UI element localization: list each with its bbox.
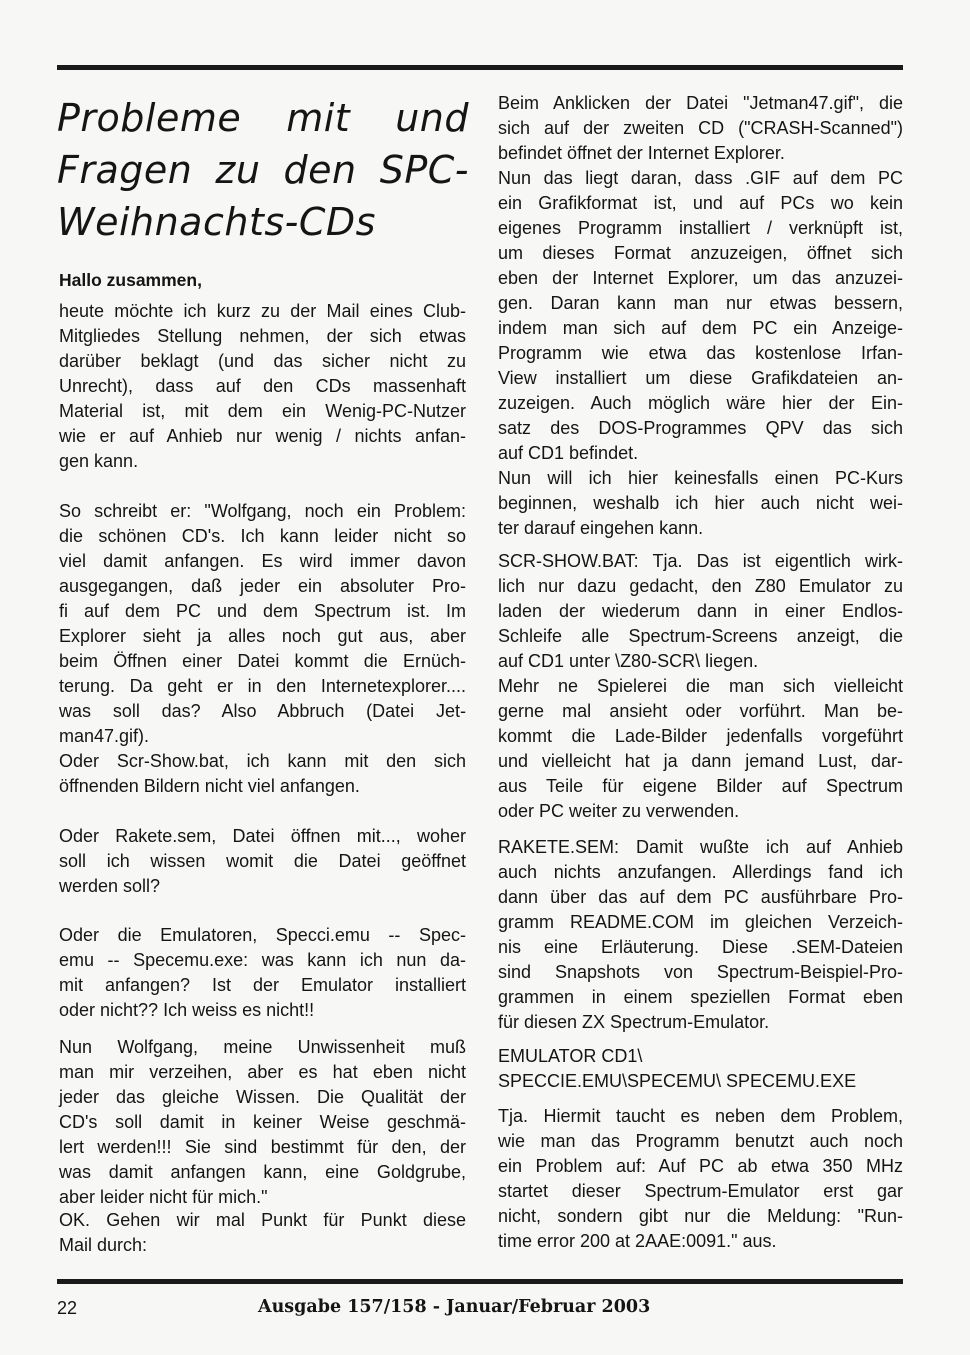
text-line: jeder das gleiche Wissen. Die Qualität der bbox=[59, 1087, 466, 1107]
text-line: und vielleicht hat ja dann jemand Lust, dar- bbox=[498, 751, 903, 771]
text-line: auf CD1 befindet. bbox=[498, 443, 639, 463]
text-line: Material ist, mit dem ein Wenig-PC-Nutzer bbox=[59, 401, 466, 421]
text-line: die schönen CD's. Ich kann leider nicht so bbox=[59, 526, 466, 546]
text-line: sich auf der zweiten CD ("CRASH-Scanned") bbox=[498, 118, 903, 138]
text-line: ter darauf eingehen kann. bbox=[498, 518, 704, 538]
text-line: Nun das liegt daran, dass .GIF auf dem PC bbox=[498, 168, 903, 188]
text-line: beim Öffnen einer Datei kommt die Ernüch- bbox=[59, 651, 466, 671]
text-line: OK. Gehen wir mal Punkt für Punkt diese bbox=[59, 1210, 466, 1230]
text-line: startet dieser Spectrum-Emulator erst gar bbox=[498, 1181, 903, 1201]
top-rule bbox=[57, 65, 903, 70]
text-line: ein Problem auf: Auf PC ab etwa 350 MHz bbox=[498, 1156, 903, 1176]
text-line: Explorer sieht ja alles noch gut aus, aber bbox=[59, 626, 466, 646]
text-line: heute möchte ich kurz zu der Mail eines Club- bbox=[59, 301, 466, 321]
page-number: 22 bbox=[57, 1298, 78, 1318]
issue-label: Ausgabe 157/158 - Januar/Februar 2003 bbox=[258, 1297, 651, 1317]
text-line: Tja. Hiermit taucht es neben dem Problem, bbox=[498, 1106, 903, 1126]
text-line: Nun Wolfgang, meine Unwissenheit muß bbox=[59, 1037, 466, 1057]
text-line: RAKETE.SEM: Damit wußte ich auf Anhieb bbox=[498, 837, 903, 857]
text-line: eben der Internet Explorer, um das anzuzei- bbox=[498, 268, 903, 288]
text-line: aus Teile für eigene Bilder auf Spectrum bbox=[498, 776, 903, 796]
text-line: aber leider nicht für mich." bbox=[59, 1187, 268, 1207]
text-line: Mehr ne Spielerei die man sich vielleicht bbox=[498, 676, 903, 696]
text-line: auch nichts anzufangen. Allerdings fand ich bbox=[498, 862, 903, 882]
text-line: fi auf dem PC und dem Spectrum ist. Im bbox=[59, 601, 466, 621]
text-line: wie man das Programm benutzt auch noch bbox=[498, 1131, 903, 1151]
text-line: dann über das auf dem PC ausführbare Pro- bbox=[498, 887, 903, 907]
text-line: Mitgliedes Stellung nehmen, der sich etwas bbox=[59, 326, 466, 346]
text-line: gramm README.COM im gleichen Verzeich- bbox=[498, 912, 903, 932]
title-line: Fragen zu den SPC- bbox=[57, 148, 469, 192]
text-line: man mir verzeihen, aber es hat eben nicht bbox=[59, 1062, 466, 1082]
text-line: befindet öffnet der Internet Explorer. bbox=[498, 143, 785, 163]
text-line: öffnenden Bildern nicht viel anfangen. bbox=[59, 776, 360, 796]
text-line: ausgegangen, daß jeder ein absoluter Pro- bbox=[59, 576, 466, 596]
text-line: EMULATOR CD1\ bbox=[498, 1046, 643, 1066]
text-line: kommt die Lade-Bilder jedenfalls vorgeführt bbox=[498, 726, 903, 746]
text-line: was soll das? Also Abbruch (Datei Jet- bbox=[59, 701, 466, 721]
text-line: Beim Anklicken der Datei "Jetman47.gif", die bbox=[498, 93, 903, 113]
text-line: SCR-SHOW.BAT: Tja. Das ist eigentlich wirk- bbox=[498, 551, 903, 571]
text-line: beginnen, weshalb ich hier auch nicht wei- bbox=[498, 493, 903, 513]
title-line: Weihnachts-CDs bbox=[57, 200, 376, 244]
text-line: um dieses Format anzuzeigen, öffnet sich bbox=[498, 243, 903, 263]
text-line: Oder Rakete.sem, Datei öffnen mit..., woher bbox=[59, 826, 466, 846]
text-line: ein Grafikformat ist, und auf PCs wo kein bbox=[498, 193, 903, 213]
text-line: sind Snapshots von Spectrum-Beispiel-Pro- bbox=[498, 962, 903, 982]
text-line: auf CD1 unter \Z80-SCR\ liegen. bbox=[498, 651, 759, 671]
bottom-rule bbox=[57, 1279, 903, 1284]
text-line: gen. Daran kann man nur etwas bessern, bbox=[498, 293, 903, 313]
text-line: grammen in einem speziellen Format eben bbox=[498, 987, 903, 1007]
text-line: nis eine Erläuterung. Diese .SEM-Dateien bbox=[498, 937, 903, 957]
text-line: gerne mal ansieht oder vorführt. Man be- bbox=[498, 701, 903, 721]
text-line: zuzeigen. Auch möglich wäre hier der Ein- bbox=[498, 393, 903, 413]
text-line: was damit anfangen kann, eine Goldgrube, bbox=[59, 1162, 466, 1182]
text-line: So schreibt er: "Wolfgang, noch ein Problem: bbox=[59, 501, 466, 521]
greeting: Hallo zusammen, bbox=[59, 270, 202, 290]
text-line: Oder Scr-Show.bat, ich kann mit den sich bbox=[59, 751, 466, 771]
text-line: View installiert um diese Grafikdateien an- bbox=[498, 368, 903, 388]
text-line: Programm wie etwa das kostenlose Irfan- bbox=[498, 343, 903, 363]
text-line: soll ich wissen womit die Datei geöffnet bbox=[59, 851, 466, 871]
text-line: satz des DOS-Programmes QPV das sich bbox=[498, 418, 903, 438]
text-line: lich nur dazu gedacht, den Z80 Emulator zu bbox=[498, 576, 903, 596]
text-line: oder PC weiter zu verwenden. bbox=[498, 801, 740, 821]
text-line: nicht, sondern gibt nur die Meldung: "Run- bbox=[498, 1206, 903, 1226]
text-line: indem man sich auf dem PC ein Anzeige- bbox=[498, 318, 903, 338]
text-line: für diesen ZX Spectrum-Emulator. bbox=[498, 1012, 770, 1032]
text-line: laden der wiederum dann in einer Endlos- bbox=[498, 601, 903, 621]
text-line: gen kann. bbox=[59, 451, 139, 471]
text-line: Nun will ich hier keinesfalls einen PC-Kurs bbox=[498, 468, 903, 488]
text-line: SPECCIE.EMU\SPECEMU\ SPECEMU.EXE bbox=[498, 1071, 857, 1091]
text-line: CD's soll damit in keiner Weise geschmä- bbox=[59, 1112, 466, 1132]
text-line: time error 200 at 2AAE:0091." aus. bbox=[498, 1231, 777, 1251]
text-line: werden soll? bbox=[59, 876, 161, 896]
text-line: eigenes Programm installiert / verknüpft ist, bbox=[498, 218, 903, 238]
text-line: terung. Da geht er in den Internetexplorer.... bbox=[59, 676, 466, 696]
text-line: oder nicht?? Ich weiss es nicht!! bbox=[59, 1000, 315, 1020]
text-line: Mail durch: bbox=[59, 1235, 148, 1255]
text-line: man47.gif). bbox=[59, 726, 150, 746]
text-line: Schleife alle Spectrum-Screens anzeigt, die bbox=[498, 626, 903, 646]
text-line: darüber beklagt (und das sicher nicht zu bbox=[59, 351, 466, 371]
text-line: viel damit anfangen. Es wird immer davon bbox=[59, 551, 466, 571]
text-line: emu -- Specemu.exe: was kann ich nun da- bbox=[59, 950, 466, 970]
title-line: Probleme mit und bbox=[57, 96, 469, 140]
text-line: wie er auf Anhieb nur wenig / nichts anfan- bbox=[59, 426, 466, 446]
text-line: mit anfangen? Ist der Emulator installiert bbox=[59, 975, 466, 995]
text-line: Oder die Emulatoren, Specci.emu -- Spec- bbox=[59, 925, 466, 945]
text-line: Unrecht), dass auf den CDs massenhaft bbox=[59, 376, 466, 396]
text-line: lert werden!!! Sie sind bestimmt für den, der bbox=[59, 1137, 466, 1157]
article-title bbox=[57, 92, 469, 248]
